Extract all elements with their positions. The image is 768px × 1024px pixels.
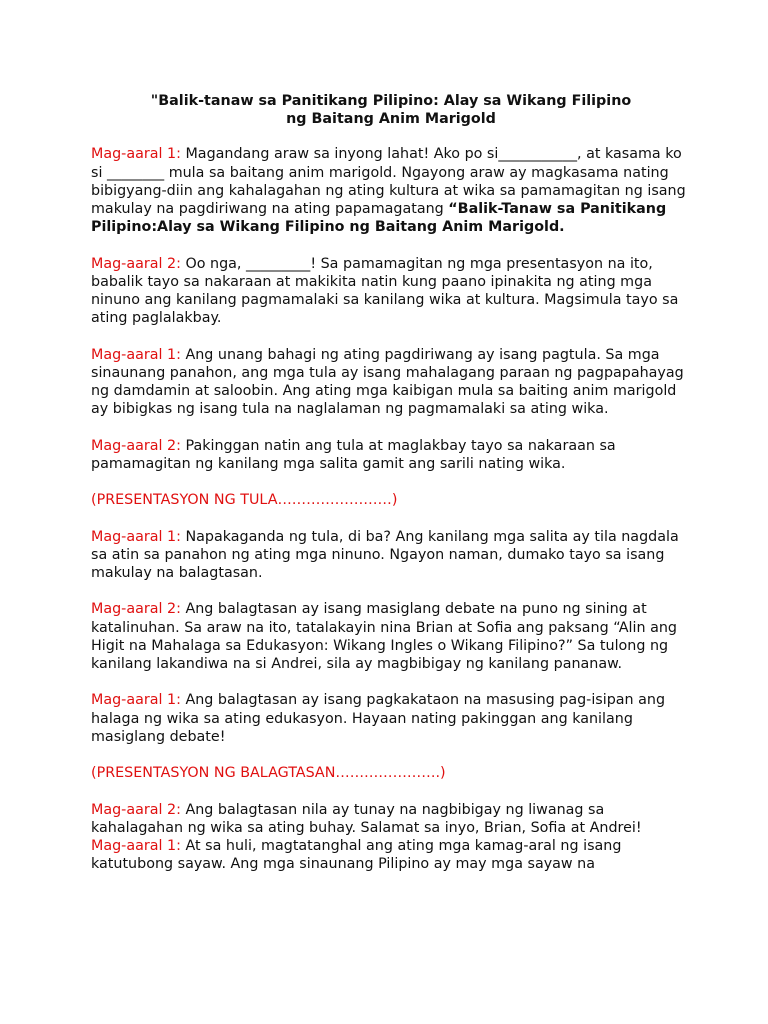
speaker-label: Mag-aaral 1: bbox=[91, 837, 181, 854]
dialogue-text: Pakinggan natin ang tula at maglakbay tayo sa nakaraan sa pamamagitan ng kanilang mga salita gamit ang sarili nating wika. bbox=[91, 437, 616, 472]
speaker-label: Mag-aaral 1: bbox=[91, 346, 181, 363]
speaker-label: Mag-aaral 2: bbox=[91, 255, 181, 272]
title-line-2: ng Baitang Anim Marigold bbox=[286, 111, 496, 128]
dialogue-text: Ang unang bahagi ng ating pagdiriwang ay isang pagtula. Sa mga sinaunang panahon, ang mga tula ay isang mahalagang paraan ng pagpapahayag ng damdamin at saloobin. Ang ating mga kaibigan mula sa baiting anim marigold ay bibigkas ng isang tula na naglalaman ng pagmamalaki sa ating wika. bbox=[91, 346, 684, 418]
dialogue-text: Ang balagtasan ay isang masiglang debate na puno ng sining at katalinuhan. Sa araw na ito, tatalakayin nina Brian at Sofia ang paksang “Alin ang Higit na Mahalaga sa Edukasyon: Wikang Ingles o Wikang Filipino?” Sa tulong ng kanilang lakandiwa na si Andrei, sila ay magbibigay ng kanilang pananaw. bbox=[91, 601, 677, 672]
stage-cue-text: (PRESENTASYON NG BALAGTASAN………………….) bbox=[91, 765, 446, 782]
paragraph-6 bbox=[91, 528, 691, 583]
stage-cue-text: (PRESENTASYON NG TULA……………………) bbox=[91, 492, 398, 509]
stage-cue-balagtasan bbox=[91, 764, 691, 782]
dialogue-text: Ang balagtasan ay isang pagkakataon na masusing pag-isipan ang halaga ng wika sa ating edukasyon. Hayaan nating pakinggan ang kanilang masiglang debate! bbox=[91, 692, 666, 745]
paragraph-4 bbox=[91, 437, 691, 473]
paragraph-10 bbox=[91, 801, 691, 837]
speaker-label: Mag-aaral 1: bbox=[91, 146, 181, 163]
speaker-label: Mag-aaral 1: bbox=[91, 692, 181, 709]
paragraph-7 bbox=[91, 600, 691, 673]
speaker-label: Mag-aaral 2: bbox=[91, 601, 181, 618]
paragraph-8 bbox=[91, 691, 691, 746]
paragraph-11 bbox=[91, 837, 691, 873]
stage-cue-tula bbox=[91, 491, 691, 509]
paragraph-3 bbox=[91, 346, 691, 419]
document-title bbox=[91, 92, 691, 128]
dialogue-text: Magandang araw sa inyong lahat! Ako po si___________, at kasama ko si ________ mula sa baitang anim marigold. Ngayong araw ay magkasama nating bibigyang-diin ang kahalagahan ng ating kultura at wika sa pamamagitan ng isang makulay na pagdiriwang na ating papamagatang bbox=[91, 146, 686, 218]
title-line-1: "Balik-tanaw sa Panitikang Pilipino: Alay sa Wikang Filipino bbox=[150, 93, 632, 109]
program-title: “Balik-Tanaw sa Panitikang Pilipino:Alay sa Wikang Filipino ng Baitang Anim Marigold. bbox=[91, 201, 667, 236]
dialogue-text: At sa huli, magtatanghal ang ating mga kamag-aral ng isang katutubong sayaw. Ang mga sinaunang Pilipino ay may mga sayaw na bbox=[91, 837, 622, 873]
speaker-label: Mag-aaral 2: bbox=[91, 437, 181, 454]
document-page bbox=[91, 92, 691, 892]
paragraph-1 bbox=[91, 145, 691, 236]
dialogue-text: Ang balagtasan nila ay tunay na nagbibigay ng liwanag sa kahalagahan ng wika sa ating buhay. Salamat sa inyo, Brian, Sofia at Andrei! bbox=[91, 801, 642, 836]
speaker-label: Mag-aaral 1: bbox=[91, 528, 181, 545]
speaker-label: Mag-aaral 2: bbox=[91, 801, 181, 818]
dialogue-text: Oo nga, _________! Sa pamamagitan ng mga presentasyon na ito, babalik tayo sa nakaraan at makikita natin kung paano ipinakita ng ating mga ninuno ang kanilang pagmamalaki sa kanilang wika at kultura. Magsimula tayo sa ating paglalakbay. bbox=[91, 255, 679, 327]
dialogue-text: Napakaganda ng tula, di ba? Ang kanilang mga salita ay tila nagdala sa atin sa panahon ng ating mga ninuno. Ngayon naman, dumako tayo sa isang makulay na balagtasan. bbox=[91, 528, 679, 581]
paragraph-2 bbox=[91, 255, 691, 328]
